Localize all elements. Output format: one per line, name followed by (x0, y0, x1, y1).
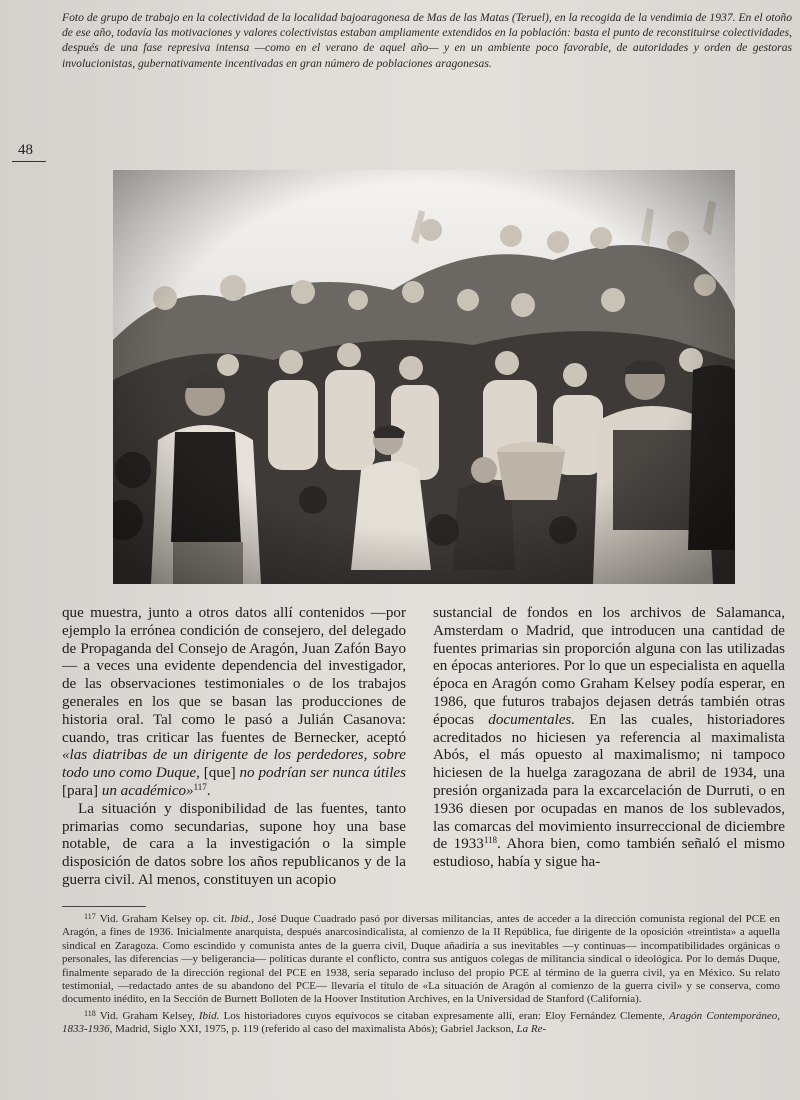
paragraph (433, 605, 785, 872)
footnote-book-title: Aragón Contemporáneo, 1833-1936 (62, 1009, 780, 1036)
footnote-text: Los historiadores cuyos equívocos se citaban expresamente allí, eran: Eloy Fernández Clemente, (219, 1009, 670, 1022)
group-photograph (113, 170, 735, 584)
text-column-left (62, 605, 406, 890)
footnote-reference: 117 (193, 781, 207, 792)
quote-text: «las diatribas de un dirigente de los perdedores, sobre todo uno como Duque, (62, 747, 406, 782)
page-number-rule (12, 161, 46, 162)
footnote-text: Vid. Graham Kelsey op. cit. (99, 913, 231, 925)
footnote (62, 910, 780, 1007)
paragraph-text: . Ahora bien, como también señaló el mismo estudioso, había y sigue ha- (433, 836, 785, 871)
footnotes (62, 910, 780, 1037)
emphasis-text: documentales. (488, 711, 576, 728)
footnote-text: , Madrid, Siglo XXI, 1975, p. 119 (referido al caso del maximalista Abós); Gabriel Jackson, (109, 1023, 517, 1036)
footnote (62, 1007, 780, 1037)
footnote-rule (62, 906, 146, 907)
bracket-text: [para] (62, 782, 102, 799)
footnote-text: , José Duque Cuadrado pasó por diversas militancias, antes de acceder a la dirección comunista regional del PCE en Aragón, a fines de 1936. Inicialmente anarquista, después anarcosindicalista, al comienzo de la II República, fue dirigente de la oposición «treintista» a aquella sindical en Zaragoza. Como escindido y comunista antes de la guerra civil, Duque añadiría a sus inevitables —y continuas— incompatibilidades orgánicas o personales, las diferencias —y beligerancia— políticas durante el conflicto, contra sus antiguos colegas de militancia sindical o ideológica. Por lo demás Duque, finalmente separado de la dirección regional del PCE en 1938, sería separado incluso del propio PCE al término de la guerra civil, ya en México. Su relato testimonial, —redactado antes de su abandono del PCE— llevaría el título de «La situación de Aragón al comienzo de la guerra civil» y se conserva, como documento inédito, en la Sección de Burnett Bolloten de la Hoover Institution Archives, en la Universidad de Stanford (California). (62, 913, 780, 1006)
footnote-reference: 118 (483, 835, 498, 846)
paragraph (62, 605, 406, 801)
paragraph-text: sustancial de fondos en los archivos de Salamanca, Amsterdam o Madrid, que introducen una cantidad de fuentes primarias sin proporción alguna con las utilizadas en épocas anteriores. Por lo que un especialista en aquella época en Aragón como Graham Kelsey podía esperar, en 1986, que futuros trabajos dejasen detrás también otras épocas (433, 605, 785, 728)
quote-text: no podrían ser nunca útiles (239, 765, 406, 782)
footnote-text: Vid. Graham Kelsey, (99, 1009, 199, 1022)
footnote-book-title: La Re- (516, 1023, 547, 1036)
paragraph-text: que muestra, junto a otros datos allí contenidos —por ejemplo la errónea condición de consejero, del delegado de Propaganda del Consejo de Aragón, Juan Zafón Bayo— a veces una evidente dependencia del investigador, de las observaciones testimoniales o de los trabajos generales en los que se basan las producciones de historia oral. Tal como le pasó a Julián Casanova: cuando, tras criticar las fuentes de Bernecker, aceptó (62, 605, 406, 746)
quote-text: un académico» (101, 782, 194, 799)
footnote-number: 118 (84, 1008, 96, 1018)
text-column-right (433, 605, 785, 872)
footnote-ibid: Ibid. (198, 1009, 220, 1022)
paragraph-text: En las cuales, historiadores acreditados no hiciesen ya referencia al maximalista Abós, el más opuesto al maximalismo; ni tampoco hiciesen de la huelga zaragozana de abril de 1934, una presión organizada para la excarcelación de Durruti, o en 1936 diesen por ocupadas en manos de los sublevados, las comarcas del movimiento insurreccional de diciembre de 1933 (433, 711, 785, 853)
paragraph: La situación y disponibilidad de las fuentes, tanto primarias como secundarias, supone hoy una base notable, de cara a la investigación o la simple disposición de datos sobre los años republicanos y de la guerra civil. Al menos, constituyen un acopio (62, 800, 406, 888)
footnote-ibid: Ibid. (230, 913, 252, 925)
bracket-text: [que] (199, 765, 240, 782)
page-number: 48 (18, 142, 33, 158)
photo-caption: Foto de grupo de trabajo en la colectividad de la localidad bajoaragonesa de Mas de las Matas (Teruel), en la recogida de la vendimia de 1937. En el otoño de ese año, todavía las motivaciones y valores colectivistas estaban ampliamente extendidos en la población: basta el punto de reconstituirse colectividades, después de una fase represiva intensa —como en el verano de aquel año— y en un ambiente poco favorable, de autoridades y orden de gestoras involucionistas, gubernativamente incentivadas en gran número de poblaciones aragonesas. (62, 11, 792, 70)
paragraph-text: . (206, 782, 211, 799)
footnote-number: 117 (84, 912, 96, 921)
